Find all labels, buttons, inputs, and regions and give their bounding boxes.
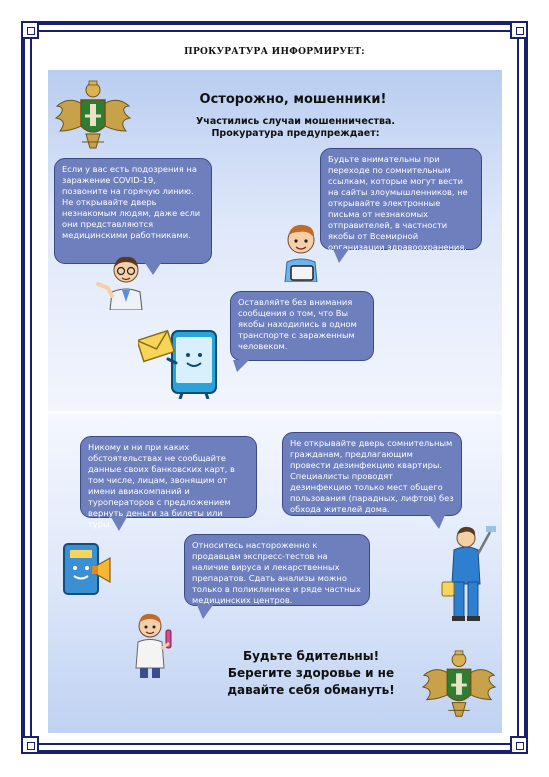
tip-text: Не открывайте дверь сомнительным гражданам, предлагающим провести дезинфекцию квартиры. Специалисты проводят дезинфекцию только мест общего пользования (парадных, лифтов) без обхода жителей дома. — [290, 438, 454, 514]
tip-bubble-covid-hotline — [54, 158, 212, 264]
frame-corner-br — [510, 736, 528, 754]
poster-subtitle: Участились случаи мошенничества. Прокуратура предупреждает: — [195, 116, 396, 139]
tip-bubble-disinfection — [282, 432, 462, 516]
emblem-icon — [419, 646, 499, 726]
poster-title: Осторожно, мошенники! — [199, 92, 387, 107]
header-title: ПРОКУРАТУРА ИНФОРМИРУЕТ: — [184, 47, 365, 57]
boy-tablet-icon — [277, 220, 325, 282]
tip-text: Оставляйте без внимания сообщения о том, что Вы якобы находились в одном транспорте с зараженным человеком. — [238, 297, 357, 351]
tip-text: Будьте внимательны при переходе по сомнительным ссылкам, которые могут вести на сайты злоумышленников, не открывайте электронные письма от незнакомых отправителей, в частности якобы от Всемирной организации здравоохранения. — [328, 154, 468, 252]
tip-text: Никому и ни при каких обстоятельствах не сообщайте данные своих банковских карт, в том числе, лицам, звонящим от имени авиакомпаний и туроператоров с предложением вернуть деньги за билеты или туры. — [88, 442, 235, 529]
frame-corner-tl — [21, 21, 39, 39]
tip-bubble-transport-message — [230, 291, 374, 361]
bank-card-megaphone-icon — [60, 540, 118, 600]
frame-corner-bl — [21, 736, 39, 754]
child-doctor-icon — [126, 610, 180, 682]
disinfector-icon — [440, 524, 496, 624]
closing-message: Будьте бдительны! Берегите здоровье и не давайте себя обмануть! — [227, 649, 395, 697]
tip-text: Если у вас есть подозрения на заражение COVID-19, позвоните на горячую линию. Не открывайте дверь незнакомым людям, даже если они представляются медицинскими работниками. — [62, 164, 201, 240]
doctor-icon — [96, 250, 156, 310]
tip-bubble-bank-cards — [80, 436, 257, 529]
emblem-icon — [52, 76, 134, 158]
tip-bubble-suspicious-links — [320, 148, 482, 250]
tip-text: Относитесь настороженно к продавцам экспресс-тестов на наличие вируса и лекарственных препаратов. Сдать анализы можно только в поликлинике и ряде частных медицинских центров. — [192, 540, 361, 605]
tip-bubble-express-tests — [184, 534, 370, 606]
frame-corner-tr — [510, 21, 528, 39]
phone-envelope-icon — [138, 325, 222, 399]
